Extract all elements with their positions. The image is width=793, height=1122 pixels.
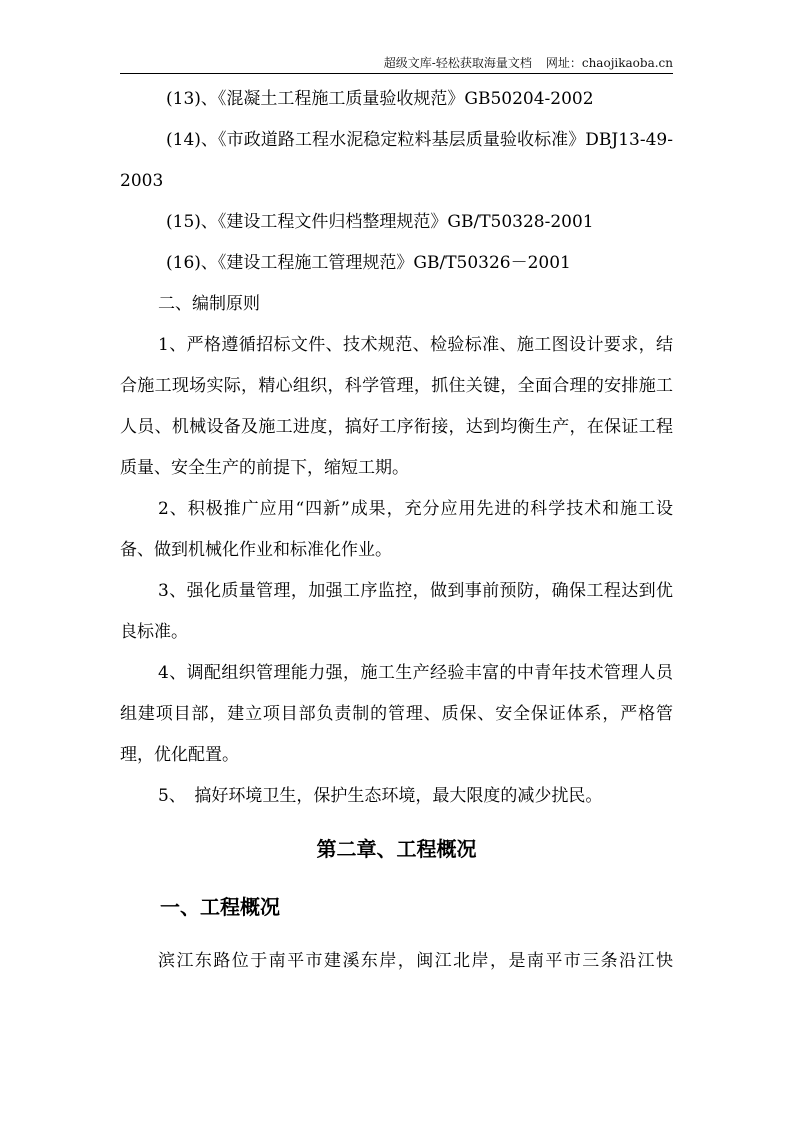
page-header: [384, 56, 673, 70]
principle-item-1: 1、严格遵循招标文件、技术规范、检验标准、施工图设计要求，结合施工现场实际，精心组织，科学管理，抓住关键，全面合理的安排施工人员、机械设备及施工进度，搞好工序衔接，达到均衡生产，在保证工程质量、安全生产的前提下，缩短工期。: [120, 335, 673, 478]
header-site-name: 超级文库-轻松获取海量文档: [383, 56, 532, 70]
principles-heading: 二、编制原则: [158, 294, 260, 314]
standard-item-16: (16)、《建设工程施工管理规范》GB/T50326－2001: [166, 253, 571, 273]
principle-item-2: 2、积极推广应用“四新”成果，充分应用先进的科学技术和施工设备、做到机械化作业和标准化作业。: [120, 499, 673, 560]
principle-item-5: 5、 搞好环境卫生，保护生态环境，最大限度的减少扰民。: [158, 786, 603, 806]
chapter-title: 第二章、工程概况: [316, 837, 477, 861]
overview-paragraph: 滨江东路位于南平市建溪东岸，闽江北岸，是南平市三条沿江快: [158, 951, 673, 971]
standard-item-13: (13)、《混凝土工程施工质量验收规范》GB50204-2002: [166, 89, 594, 109]
document-body: [120, 79, 673, 982]
standard-item-14: (14)、《市政道路工程水泥稳定粒料基层质量验收标准》DBJ13-49-2003: [120, 130, 673, 191]
header-divider: [120, 73, 673, 74]
standard-item-15: (15)、《建设工程文件归档整理规范》GB/T50328-2001: [166, 212, 594, 232]
section-title: 一、工程概况: [160, 895, 280, 919]
principle-item-3: 3、强化质量管理，加强工序监控，做到事前预防，确保工程达到优良标准。: [120, 581, 673, 642]
principle-item-4: 4、调配组织管理能力强，施工生产经验丰富的中青年技术管理人员组建项目部，建立项目部负责制的管理、质保、安全保证体系，严格管理，优化配置。: [120, 663, 673, 765]
header-url: 网址：chaojikaoba.cn: [545, 56, 673, 70]
